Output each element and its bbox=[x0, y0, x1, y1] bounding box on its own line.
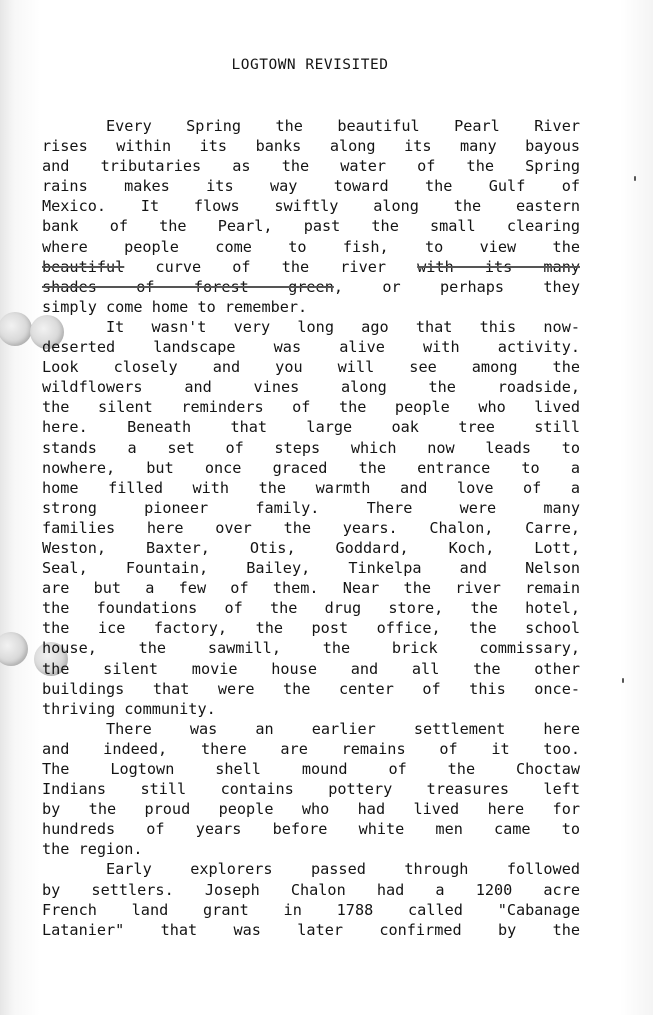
struck-text: shades of forest green bbox=[42, 277, 334, 296]
text-line: The Logtown shell mound of the Choctaw bbox=[42, 760, 580, 778]
text-fragment: , or perhaps they bbox=[333, 277, 580, 296]
text-line: here. Beneath that large oak tree still bbox=[42, 418, 580, 437]
text-line: the region. bbox=[42, 840, 143, 859]
text-line: Every Spring the beautiful Pearl River bbox=[106, 117, 580, 135]
text-line: simply come home to remember. bbox=[42, 297, 308, 316]
text-line: Weston, Baxter, Otis, Goddard, Koch, Lott, bbox=[42, 538, 580, 557]
paper-speck bbox=[634, 176, 636, 181]
text-line: bank of the Pearl, past the small clearing bbox=[42, 217, 580, 236]
text-line-with-strikethrough bbox=[42, 277, 580, 297]
text-line: buildings that were the center of this once- bbox=[42, 679, 580, 698]
text-line: home filled with the warmth and love of a bbox=[42, 478, 580, 497]
text-line-with-strikethrough bbox=[42, 257, 580, 277]
text-line: Look closely and you will see among the bbox=[42, 358, 580, 377]
text-line: and indeed, there are remains of it too. bbox=[42, 739, 580, 758]
text-fragment: curve of the river bbox=[124, 257, 418, 276]
text-line: Latanier" that was later confirmed by the bbox=[42, 920, 580, 939]
text-line: the silent movie house and all the other bbox=[42, 659, 580, 678]
text-line: hundreds of years before white men came to bbox=[42, 820, 580, 839]
text-line: strong pioneer family. There were many bbox=[42, 498, 580, 517]
text-line: rains makes its way toward the Gulf of bbox=[42, 177, 580, 196]
text-line: stands a set of steps which now leads to bbox=[42, 438, 580, 457]
text-line: are but a few of them. Near the river remain bbox=[42, 579, 580, 598]
text-line: families here over the years. Chalon, Carre, bbox=[42, 518, 580, 537]
text-line: thriving community. bbox=[42, 699, 216, 718]
text-line: the foundations of the drug store, the hotel, bbox=[42, 599, 580, 618]
text-line: There was an earlier settlement here bbox=[106, 719, 580, 738]
text-line: deserted landscape was alive with activity. bbox=[42, 338, 580, 357]
text-line: and tributaries as the water of the Spring bbox=[42, 157, 580, 176]
struck-text: beautiful bbox=[42, 257, 125, 276]
text-line: by the proud people who had lived here for bbox=[42, 800, 580, 819]
text-line: Early explorers passed through followed bbox=[106, 860, 580, 879]
text-line: house, the sawmill, the brick commissary, bbox=[42, 639, 580, 658]
document-title: LOGTOWN REVISITED bbox=[231, 57, 389, 73]
text-line: French land grant in 1788 called "Cabanage bbox=[42, 900, 580, 919]
text-line: Mexico. It flows swiftly along the eastern bbox=[42, 197, 580, 216]
struck-text: with its many bbox=[417, 257, 580, 276]
text-line: Seal, Fountain, Bailey, Tinkelpa and Nelson bbox=[42, 559, 580, 578]
text-line: Indians still contains pottery treasures left bbox=[42, 780, 580, 799]
text-line: rises within its banks along its many bayous bbox=[42, 137, 580, 156]
text-line: nowhere, but once graced the entrance to a bbox=[42, 458, 580, 477]
document-body bbox=[42, 116, 580, 940]
text-line: the silent reminders of the people who lived bbox=[42, 398, 580, 417]
text-line: wildflowers and vines along the roadside, bbox=[42, 378, 580, 397]
paper-speck bbox=[622, 678, 624, 683]
text-line: where people come to fish, to view the bbox=[42, 237, 580, 256]
text-line: by settlers. Joseph Chalon had a 1200 acre bbox=[42, 880, 580, 899]
text-line: It wasn't very long ago that this now- bbox=[106, 317, 580, 336]
text-line: the ice factory, the post office, the school bbox=[42, 619, 580, 638]
